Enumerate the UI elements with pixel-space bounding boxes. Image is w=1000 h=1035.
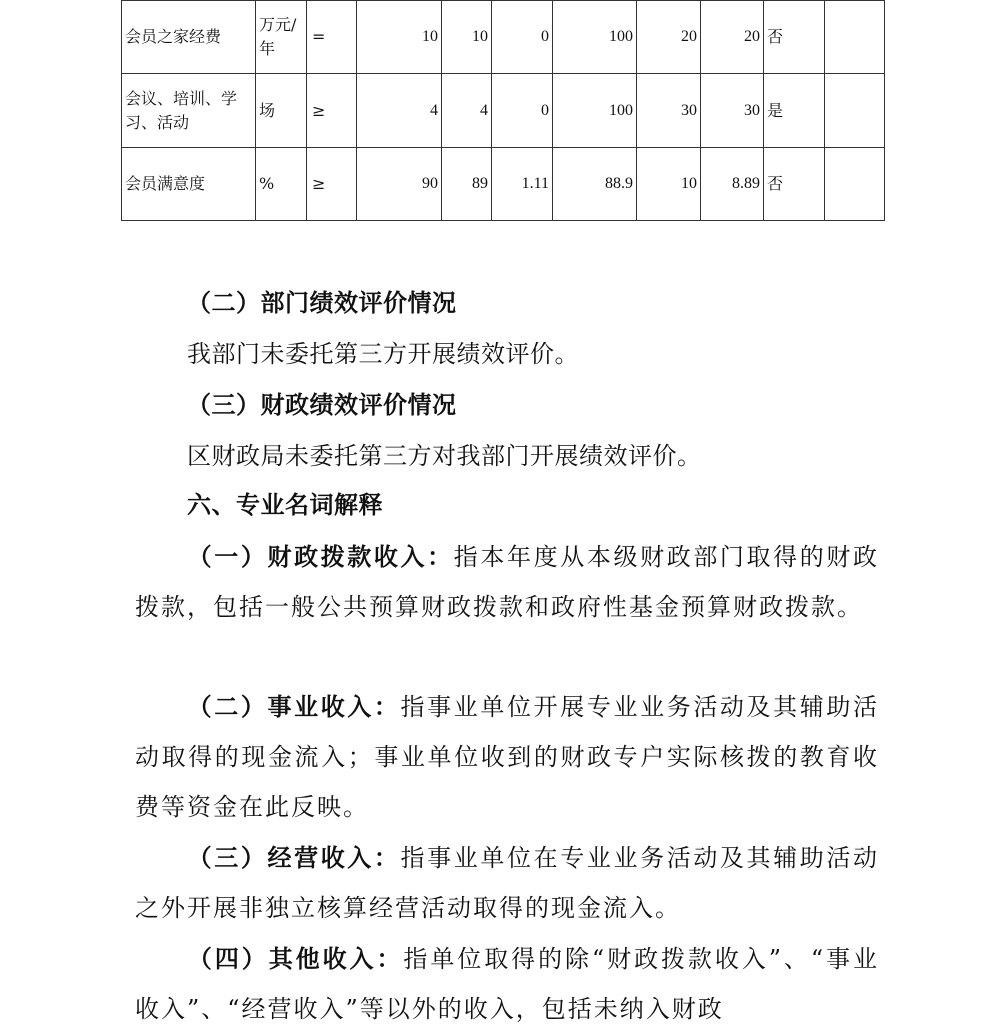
- deviation-cell: 1.11: [492, 148, 553, 221]
- table-row: [122, 148, 885, 221]
- glossary-term-2: [135, 682, 879, 832]
- unit-cell: 万元/年: [256, 1, 307, 74]
- note-cell: [825, 74, 885, 148]
- deviation-cell: 0: [492, 74, 553, 148]
- term-label: （三）经营收入：: [187, 844, 401, 872]
- term-definition: 指单位取得的除“财政拨款收入”、“事业收入”、“经营收入”等以外的收入，包括未纳入财政: [135, 945, 880, 1023]
- weight-cell: 30: [637, 74, 701, 148]
- term-label: （二）事业收入：: [187, 693, 401, 721]
- term-definition: 指本年度从本级财政部门取得的财政拨款，包括一般公共预算财政拨款和政府性基金预算财政拨款。: [135, 543, 880, 621]
- note-cell: [825, 1, 885, 74]
- weight-cell: 20: [637, 1, 701, 74]
- glossary-term-3: [135, 833, 879, 933]
- operator-cell: ≥: [307, 148, 357, 221]
- target-cell: 10: [357, 1, 442, 74]
- table-row: [122, 74, 885, 148]
- section-text-finance-evaluation: 区财政局未委托第三方对我部门开展绩效评价。: [187, 442, 702, 470]
- actual-cell: 10: [442, 1, 492, 74]
- indicator-cell: 会议、培训、学习、活动: [122, 74, 256, 148]
- rate-cell: 100: [553, 1, 637, 74]
- section-heading-dept-evaluation: （二）部门绩效评价情况: [187, 289, 457, 317]
- flag-cell: 否: [764, 1, 825, 74]
- flag-cell: 是: [764, 74, 825, 148]
- glossary-term-4: [135, 934, 879, 1034]
- operator-cell: =: [307, 1, 357, 74]
- score-cell: 30: [701, 74, 764, 148]
- actual-cell: 89: [442, 148, 492, 221]
- rate-cell: 88.9: [553, 148, 637, 221]
- score-cell: 20: [701, 1, 764, 74]
- unit-cell: %: [256, 148, 307, 221]
- weight-cell: 10: [637, 148, 701, 221]
- term-label: （一）财政拨款收入：: [187, 543, 454, 571]
- score-cell: 8.89: [701, 148, 764, 221]
- section-heading-finance-evaluation: （三）财政绩效评价情况: [187, 391, 457, 419]
- performance-table: [121, 0, 885, 221]
- operator-cell: ≥: [307, 74, 357, 148]
- table-row: [122, 1, 885, 74]
- indicator-cell: 会员之家经费: [122, 1, 256, 74]
- target-cell: 4: [357, 74, 442, 148]
- term-definition: 指事业单位在专业业务活动及其辅助活动之外开展非独立核算经营活动取得的现金流入。: [135, 844, 880, 922]
- flag-cell: 否: [764, 148, 825, 221]
- rate-cell: 100: [553, 74, 637, 148]
- term-definition: 指事业单位开展专业业务活动及其辅助活动取得的现金流入；事业单位收到的财政专户实际核拨的教育收费等资金在此反映。: [135, 693, 880, 821]
- unit-cell: 场: [256, 74, 307, 148]
- actual-cell: 4: [442, 74, 492, 148]
- deviation-cell: 0: [492, 1, 553, 74]
- term-label: （四）其他收入：: [187, 945, 404, 973]
- glossary-term-1: [135, 532, 879, 632]
- section-text-dept-evaluation: 我部门未委托第三方开展绩效评价。: [187, 340, 579, 368]
- section-heading-glossary: 六、专业名词解释: [187, 491, 383, 519]
- indicator-cell: 会员满意度: [122, 148, 256, 221]
- target-cell: 90: [357, 148, 442, 221]
- note-cell: [825, 148, 885, 221]
